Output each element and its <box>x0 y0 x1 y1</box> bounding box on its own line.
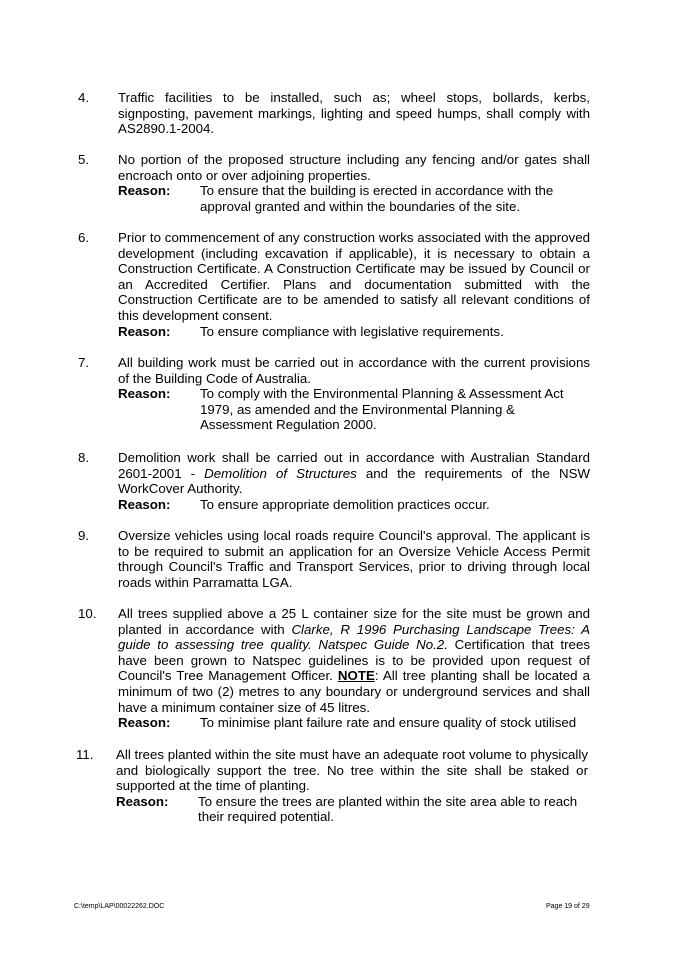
condition-number: 9. <box>78 528 90 543</box>
reason-label: Reason: <box>118 496 171 512</box>
condition-text: No portion of the proposed structure including any fencing and/or gates shall encroach onto or over adjoining properties. <box>118 152 590 183</box>
footer-page-number: Page 19 of 29 <box>546 903 590 910</box>
reason-text: To ensure the trees are planted within the site area able to reach their required potential. <box>198 793 578 825</box>
reason-label: Reason: <box>118 715 171 731</box>
condition-reason <box>118 497 590 513</box>
condition-text: Oversize vehicles using local roads require Council's approval. The applicant is to be required to submit an application for an Oversize Vehicle Access Permit through Council's Traffic and Transport Services, prior to driving through local roads within Parramatta LGA. <box>118 528 590 590</box>
reason-text: To comply with the Environmental Planning & Assessment Act 1979, as amended and the Environmental Planning & Assessment Regulation 2000. <box>200 386 564 433</box>
condition-number: 11. <box>76 747 94 762</box>
note-label: NOTE <box>337 668 375 684</box>
condition-text: Traffic facilities to be installed, such as; wheel stops, bollards, kerbs, signposting, pavement markings, lighting and speed humps, shall comply with AS2890.1-2004. <box>118 90 590 137</box>
reason-label: Reason: <box>116 793 169 809</box>
condition-number: 8. <box>78 450 90 465</box>
reason-label: Reason: <box>118 323 171 339</box>
condition-reason <box>118 183 590 214</box>
standard-title: Demolition of Structures <box>204 465 357 481</box>
condition-text-part: Demolition work shall be carried out in accordance with Australian Standard 2601-2001 - <box>118 450 590 481</box>
reason-text: To ensure appropriate demolition practices occur. <box>200 496 490 512</box>
condition-number: 4. <box>78 90 90 105</box>
condition-text <box>118 450 590 497</box>
reason-label: Reason: <box>118 183 171 199</box>
condition-reason <box>118 324 590 340</box>
reason-text: To minimise plant failure rate and ensure quality of stock utilised <box>200 715 577 731</box>
condition-reason <box>118 715 590 731</box>
condition-text: All trees planted within the site must have an adequate root volume to physically and biologically support the tree. No tree within the site shall be staked or supported at the time of planting. <box>116 747 588 794</box>
condition-text-part: : All tree planting shall be located a minimum of two (2) metres to any boundary or underground services and shall have a minimum container size of 45 litres. <box>118 668 591 715</box>
reason-label: Reason: <box>118 386 171 402</box>
condition-number: 7. <box>78 355 90 370</box>
condition-text-part: Certification that trees have been grown to Natspec guidelines is to be provided upon request of Council's Tree Management Officer. <box>118 637 590 684</box>
footer-file-path: C:\temp\LAP\00022262.DOC <box>74 903 165 910</box>
reason-text: To ensure compliance with legislative requirements. <box>200 323 504 339</box>
condition-text-part: and the requirements of the NSW WorkCover Authority. <box>118 465 590 497</box>
reason-text: To ensure that the building is erected in accordance with the approval granted and within the boundaries of the site. <box>200 183 554 214</box>
condition-number: 6. <box>78 230 90 245</box>
condition-text: Prior to commencement of any construction works associated with the approved development (including excavation if applicable), it is necessary to obtain a Construction Certificate. A Construction Certificate may be issued by Council or an Accredited Certifier. Plans and documentation submitted with the Construction Certificate are to be amended to satisfy all relevant conditions of this development consent. <box>118 230 590 323</box>
condition-number: 5. <box>78 152 90 167</box>
condition-number: 10. <box>78 606 97 621</box>
condition-text: All building work must be carried out in accordance with the current provisions of the Building Code of Australia. <box>118 355 590 386</box>
condition-text-part: All trees supplied above a 25 L container size for the site must be grown and planted in accordance with <box>118 606 590 637</box>
condition-text <box>118 606 590 715</box>
condition-reason <box>116 794 588 825</box>
guide-reference: Clarke, R 1996 Purchasing Landscape Trees: A guide to assessing tree quality. Natspec Guide No.2. <box>118 621 591 653</box>
condition-reason <box>118 386 590 433</box>
